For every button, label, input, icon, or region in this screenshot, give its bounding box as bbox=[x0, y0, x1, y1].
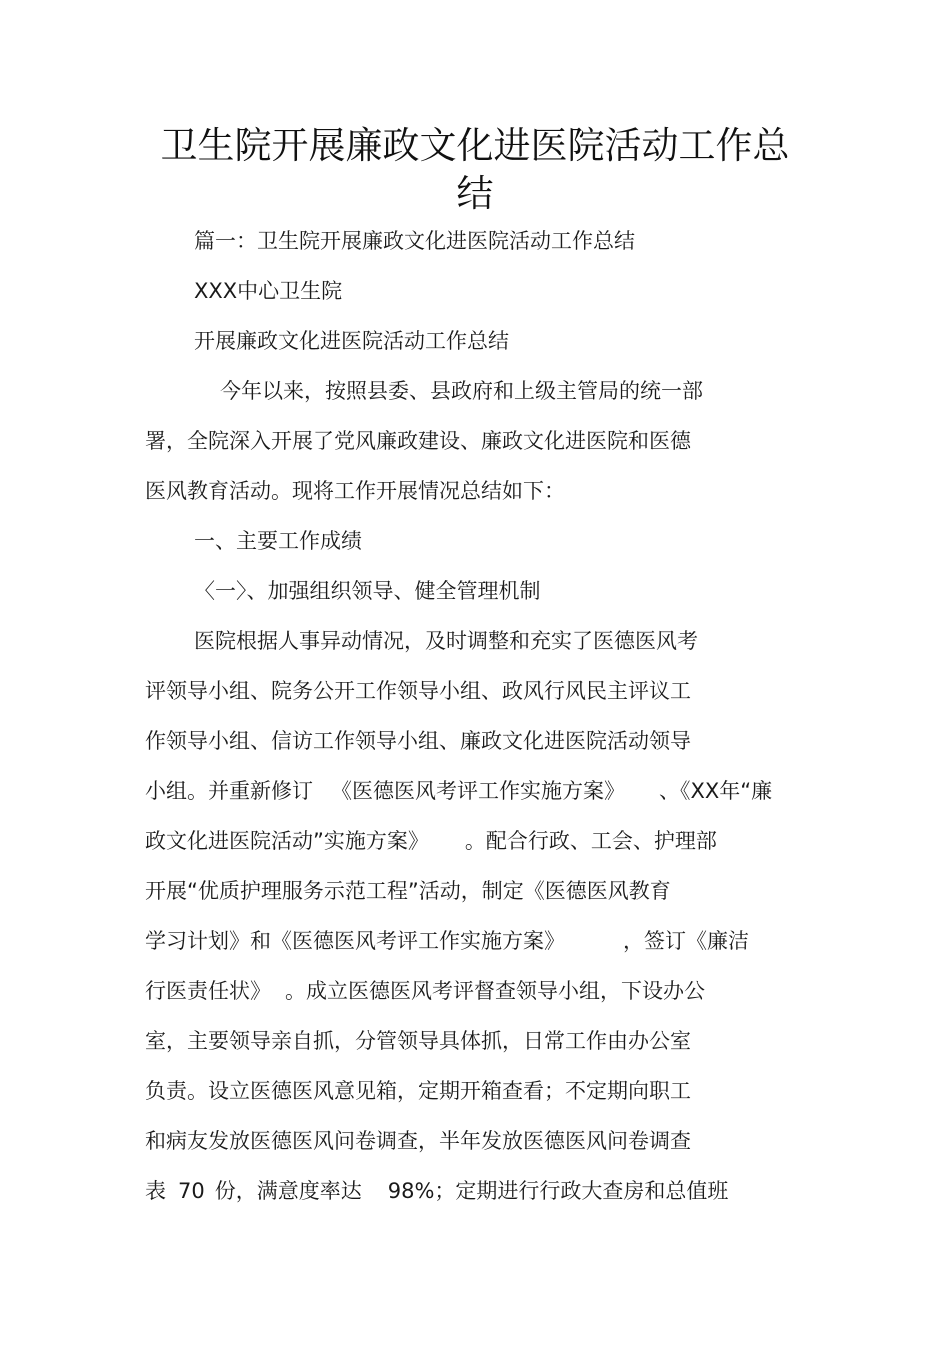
paragraph-line bbox=[145, 977, 705, 1005]
subsection-heading-organization: 〈一〉、加强组织领导、健全管理机制 bbox=[194, 579, 541, 603]
text-segment: 份，满意度率达 bbox=[214, 1179, 362, 1203]
paragraph-line bbox=[145, 927, 749, 955]
text-segment: 。配合行政、工会、护理部 bbox=[464, 829, 717, 853]
paragraph-line: 医院根据人事异动情况，及时调整和充实了医德医风考 bbox=[194, 629, 698, 653]
paragraph-line bbox=[145, 827, 717, 855]
paragraph-line: 评领导小组、院务公开工作领导小组、政风行风民主评议工 bbox=[145, 679, 691, 703]
section-heading-part-one: 篇一：卫生院开展廉政文化进医院活动工作总结 bbox=[194, 229, 635, 253]
summary-subtitle: 开展廉政文化进医院活动工作总结 bbox=[194, 329, 509, 353]
text-segment: 70 bbox=[178, 1179, 205, 1203]
paragraph-line bbox=[145, 777, 772, 805]
paragraph-line: 室，主要领导亲自抓，分管领导具体抓，日常工作由办公室 bbox=[145, 1029, 691, 1053]
text-segment: 政文化进医院活动”实施方案》 bbox=[145, 829, 429, 853]
text-segment: 行医责任状》 bbox=[145, 979, 271, 1003]
text-segment: 表 bbox=[145, 1179, 166, 1203]
paragraph-line: 负责。设立医德医风意见箱，定期开箱查看；不定期向职工 bbox=[145, 1079, 691, 1103]
document-title-line-2: 结 bbox=[456, 172, 494, 215]
paragraph-line: 医风教育活动。现将工作开展情况总结如下： bbox=[145, 479, 565, 503]
paragraph-line: 开展“优质护理服务示范工程”活动，制定《医德医风教育 bbox=[145, 879, 671, 903]
paragraph-line: 今年以来，按照县委、县政府和上级主管局的统一部 bbox=[220, 379, 703, 403]
text-segment: 。成立医德医风考评督查领导小组，下设办公 bbox=[285, 979, 705, 1003]
text-segment: 小组。并重新修订 bbox=[145, 779, 313, 803]
section-heading-main-achievements: 一、主要工作成绩 bbox=[194, 529, 362, 553]
text-segment: 《医德医风考评工作实施方案》 bbox=[331, 779, 625, 803]
paragraph-line: 作领导小组、信访工作领导小组、廉政文化进医院活动领导 bbox=[145, 729, 691, 753]
paragraph-line: 署，全院深入开展了党风廉政建设、廉政文化进医院和医德 bbox=[145, 429, 691, 453]
document-title-line-1: 卫生院开展廉政文化进医院活动工作总 bbox=[160, 124, 790, 167]
paragraph-line: 和病友发放医德医风问卷调查，半年发放医德医风问卷调查 bbox=[145, 1129, 691, 1153]
text-segment: 学习计划》和《医德医风考评工作实施方案》 bbox=[145, 929, 565, 953]
paragraph-line bbox=[145, 1177, 728, 1205]
organization-name: XXX中心卫生院 bbox=[194, 279, 343, 303]
text-segment: ，签订《廉洁 bbox=[623, 929, 749, 953]
text-segment: 、《XX年“廉 bbox=[659, 779, 773, 803]
text-segment: 98%；定期进行行政大查房和总值班 bbox=[387, 1179, 729, 1203]
